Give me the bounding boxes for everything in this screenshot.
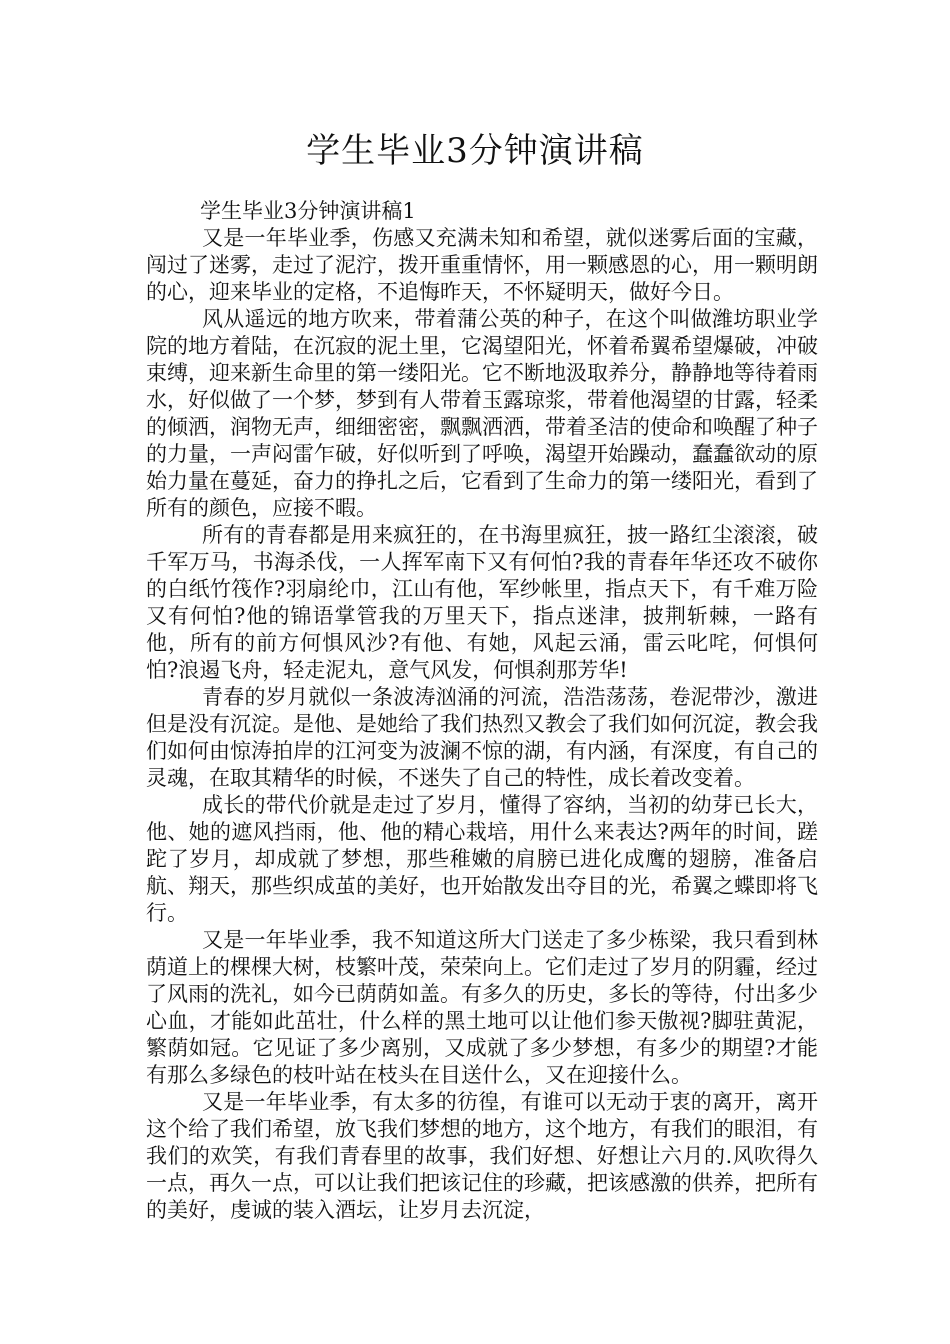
section-heading: 学生毕业3分钟演讲稿1 <box>200 199 416 223</box>
paragraph-6: 又是一年毕业季，我不知道这所大门送走了多少栋梁，我只看到林荫道上的棵棵大树，枝繁叶茂，荣荣向上。它们走过了岁月的阴霾，经过了风雨的洗礼，如今已荫荫如盖。有多久的历史，多长的等待，付出多少心血，才能如此茁壮，什么样的黑土地可以让他们参天傲视?脚驻黄泥，繁荫如冠。它见证了多少离别，又成就了多少梦想，有多少的期望?才能有那么多绿色的枝叶站在枝头在目送什么，又在迎接什么。 <box>146 928 818 1087</box>
paragraph-5: 成长的带代价就是走过了岁月，懂得了容纳，当初的幼芽已长大，他、她的遮风挡雨，他、他的精心栽培，用什么来表达?两年的时间，蹉跎了岁月，却成就了梦想，那些稚嫩的肩膀已进化成鹰的翅膀，准备启航、翔天，那些织成茧的美好，也开始散发出夺目的光，希翼之蝶即将飞行。 <box>146 793 818 925</box>
paragraph-2: 风从遥远的地方吹来，带着蒲公英的种子，在这个叫做潍坊职业学院的地方着陆，在沉寂的泥土里，它渴望阳光，怀着希翼希望爆破，冲破束缚，迎来新生命里的第一缕阳光。它不断地汲取养分，静静地等待着雨水，好似做了一个梦，梦到有人带着玉露琼浆，带着他渴望的甘露，轻柔的倾洒，润物无声，细细密密，飘飘洒洒，带着圣洁的使命和唤醒了种子的力量，一声闷雷乍破，好似听到了呼唤，渴望开始躁动，蠢蠢欲动的原始力量在蔓延，奋力的挣扎之后，它看到了生命力的第一缕阳光，看到了所有的颜色，应接不暇。 <box>146 307 818 520</box>
paragraph-1: 又是一年毕业季，伤感又充满未知和希望，就似迷雾后面的宝藏，闯过了迷雾，走过了泥泞，拨开重重情怀，用一颗感恩的心，用一颗明朗的心，迎来毕业的定格，不追悔昨天，不怀疑明天，做好今日。 <box>146 226 818 304</box>
paragraph-4: 青春的岁月就似一条波涛汹涌的河流，浩浩荡荡，卷泥带沙，激进但是没有沉淀。是他、是她给了我们热烈又教会了我们如何沉淀，教会我们如何由惊涛拍岸的江河变为波澜不惊的湖，有内涵，有深度，有自己的灵魂，在取其精华的时候，不迷失了自己的特性，成长着改变着。 <box>146 685 818 790</box>
paragraph-7: 又是一年毕业季，有太多的彷徨，有谁可以无动于衷的离开，离开这个给了我们希望，放飞我们梦想的地方，这个地方，有我们的眼泪，有我们的欢笑，有我们青春里的故事，我们好想、好想让六月的.风吹得久一点，再久一点，可以让我们把该记住的珍藏，把该感激的供养，把所有的美好，虔诚的装入酒坛，让岁月去沉淀， <box>146 1090 818 1222</box>
document-title: 学生毕业3分钟演讲稿 <box>306 131 644 171</box>
document-body <box>146 198 818 1224</box>
paragraph-3: 所有的青春都是用来疯狂的，在书海里疯狂，披一路红尘滚滚，破千军万马，书海杀伐，一人挥军南下又有何怕?我的青春年华还攻不破你的白纸竹筏作?羽扇纶巾，江山有他，军纱帐里，指点天下，有千难万险又有何怕?他的锦语掌管我的万里天下，指点迷津，披荆斩棘，一路有他，所有的前方何惧风沙?有他、有她，风起云涌，雷云叱咤，何惧何怕?浪遏飞舟，轻走泥丸，意气风发，何惧刹那芳华! <box>146 523 818 682</box>
